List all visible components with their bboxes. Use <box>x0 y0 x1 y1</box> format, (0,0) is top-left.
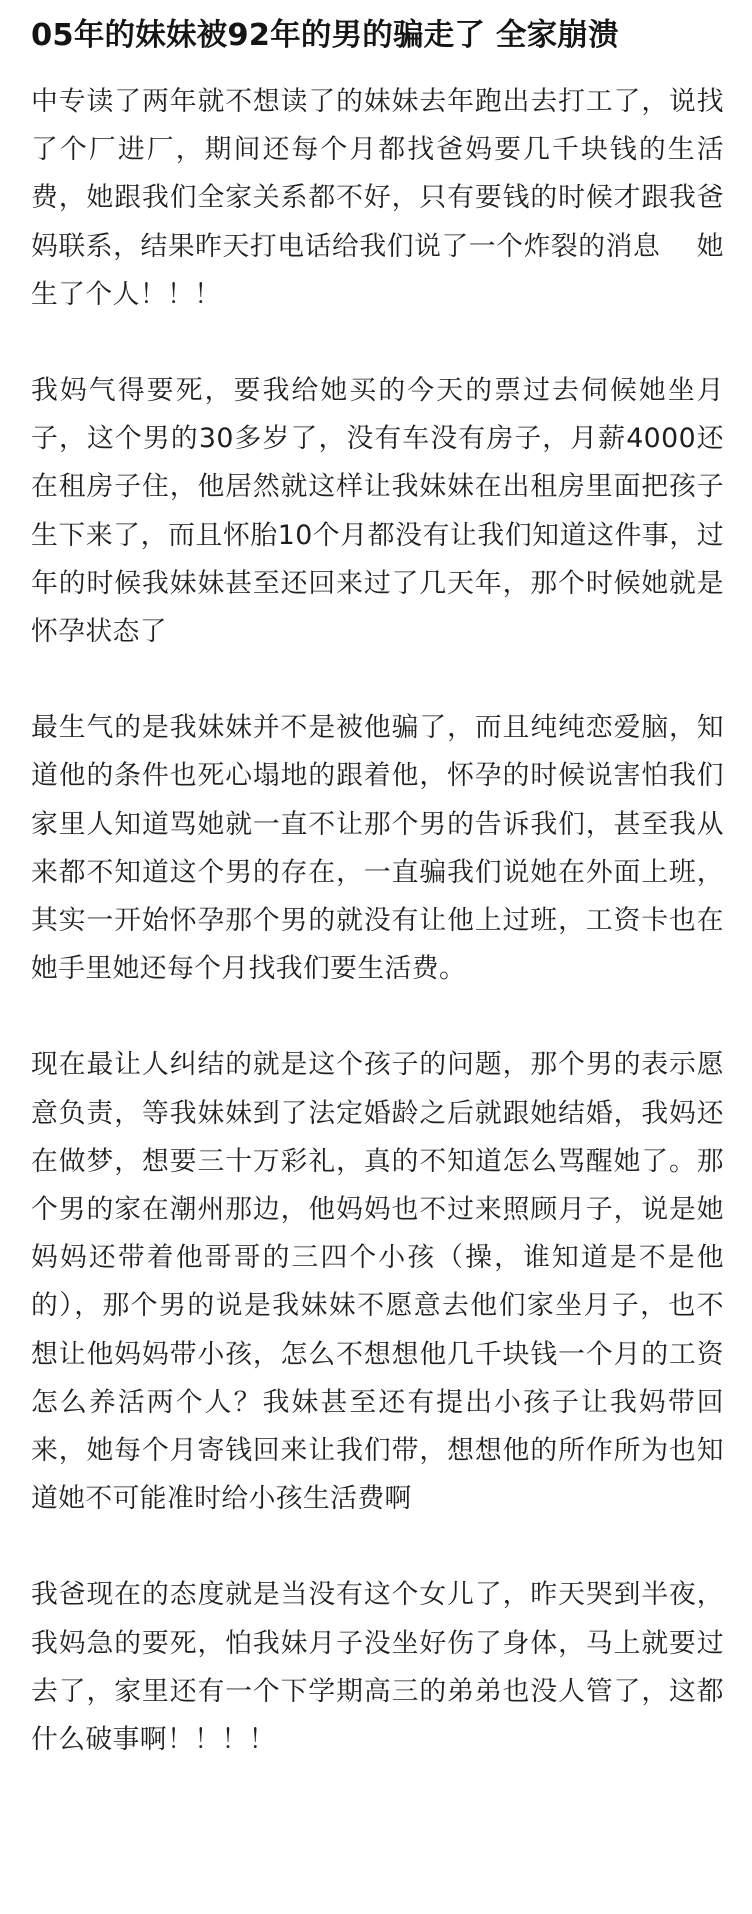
paragraph-2: 我妈气得要死，要我给她买的今天的票过去伺候她坐月子，这个男的30多岁了，没有车没有房子，月薪4000还在租房子住，他居然就这样让我妹妹在出租房里面把孩子生下来了，而且怀胎10个月都没有让我们知道这件事，过年的时候我妹妹甚至还回来过了几天年，那个时候她就是怀孕状态了 <box>31 375 724 648</box>
post-body <box>31 78 724 1764</box>
paragraph-4: 现在最让人纠结的就是这个孩子的问题，那个男的表示愿意负责，等我妹妹到了法定婚龄之后就跟她结婚，我妈还在做梦，想要三十万彩礼，真的不知道怎么骂醒她了。那个男的家在潮州那边，他妈妈也不过来照顾月子，说是她妈妈还带着他哥哥的三四个小孩（操，谁知道是不是他的），那个男的说是我妹妹不愿意去他们家坐月子，也不想让他妈妈带小孩，怎么不想想他几千块钱一个月的工资怎么养活两个人？我妹甚至还有提出小孩子让我妈带回来，她每个月寄钱回来让我们带，想想他的所作所为也知道她不可能准时给小孩生活费啊 <box>31 1049 724 1515</box>
paragraph-3: 最生气的是我妹妹并不是被他骗了，而且纯纯恋爱脑，知道他的条件也死心塌地的跟着他，怀孕的时候说害怕我们家里人知道骂她就一直不让那个男的告诉我们，甚至我从来都不知道这个男的存在，一直骗我们说她在外面上班，其实一开始怀孕那个男的就没有让他上过班，工资卡也在她手里她还每个月找我们要生活费。 <box>31 712 724 985</box>
paragraph-5: 我爸现在的态度就是当没有这个女儿了，昨天哭到半夜，我妈急的要死，怕我妹月子没坐好伤了身体，马上就要过去了，家里还有一个下学期高三的弟弟也没人管了，这都什么破事啊！！！！ <box>31 1579 724 1756</box>
paragraph-1: 中专读了两年就不想读了的妹妹去年跑出去打工了，说找了个厂进厂，期间还每个月都找爸妈要几千块钱的生活费，她跟我们全家关系都不好，只有要钱的时候才跟我爸妈联系，结果昨天打电话给我们说了一个炸裂的消息 她生了个人！！！ <box>31 86 724 310</box>
post-title: 05年的妹妹被92年的男的骗走了 全家崩溃 <box>31 18 619 53</box>
